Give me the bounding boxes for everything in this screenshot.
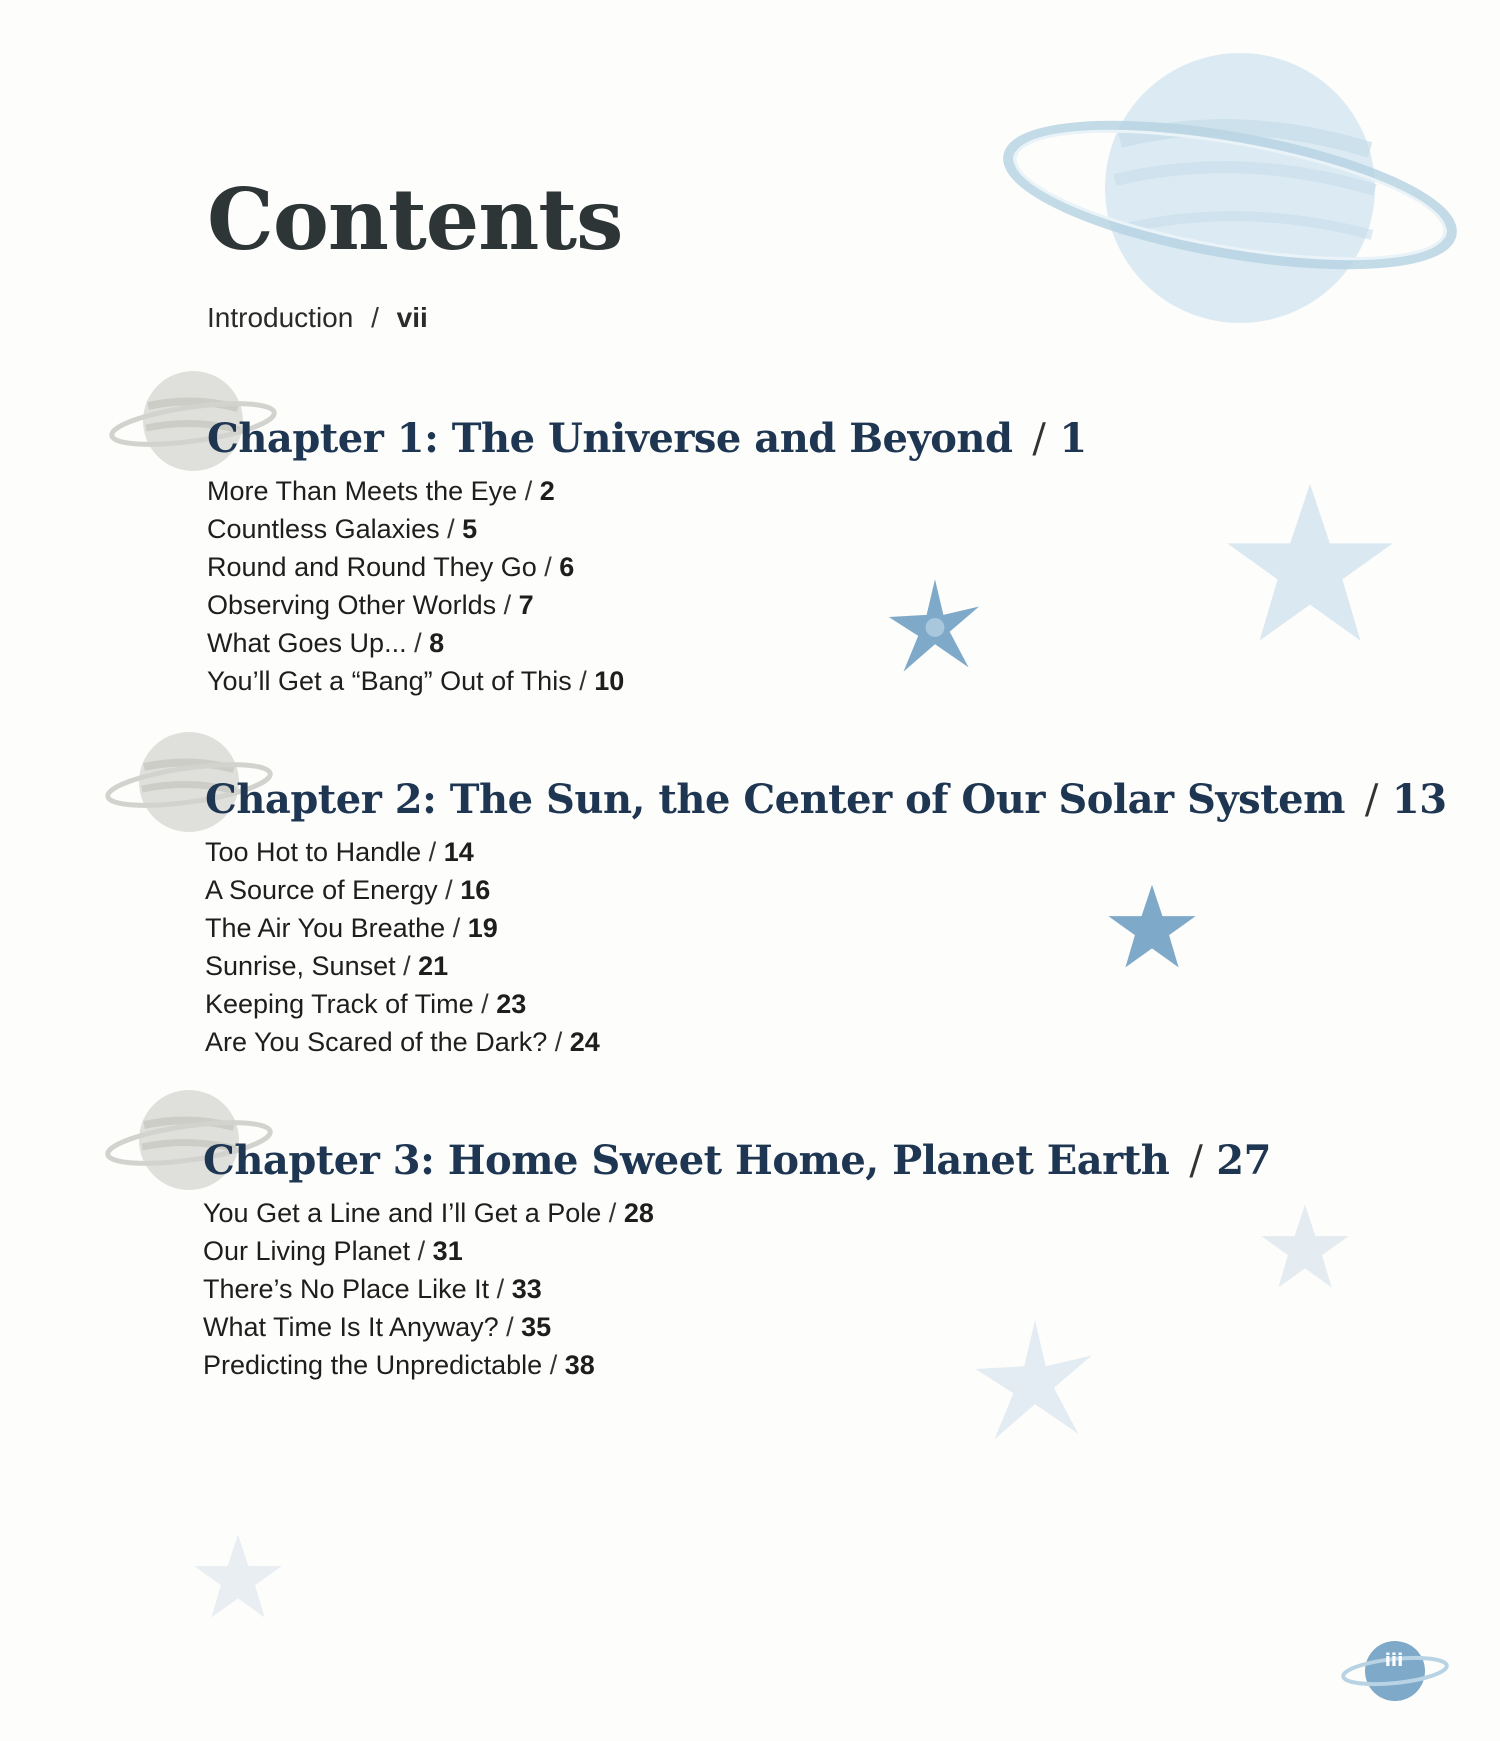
section-item[interactable]: [205, 871, 600, 909]
section-title: Predicting the Unpredictable: [203, 1350, 543, 1380]
section-page: 23: [496, 989, 527, 1019]
intro-label: Introduction: [207, 302, 354, 333]
separator: /: [579, 666, 587, 696]
section-list: [205, 833, 600, 1061]
section-title: A Source of Energy: [205, 875, 438, 905]
section-page: 21: [418, 951, 449, 981]
separator: /: [608, 1198, 617, 1228]
section-item[interactable]: [203, 1232, 654, 1270]
section-title: Are You Scared of the Dark?: [205, 1027, 548, 1057]
section-item[interactable]: [203, 1270, 654, 1308]
chapter-heading[interactable]: [203, 1137, 1271, 1184]
section-title: The Air You Breathe: [205, 913, 446, 943]
section-page: 16: [460, 875, 491, 905]
section-item[interactable]: [207, 472, 624, 510]
section-page: 8: [429, 628, 445, 658]
section-page: 35: [521, 1312, 552, 1342]
separator: /: [481, 989, 489, 1019]
section-page: 10: [594, 666, 625, 696]
section-item[interactable]: [205, 909, 600, 947]
section-title: What Goes Up...: [207, 628, 407, 658]
section-page: 38: [564, 1350, 595, 1380]
chapter-page: 1: [1059, 415, 1087, 462]
section-title: Round and Round They Go: [207, 552, 537, 582]
section-title: Countless Galaxies: [207, 514, 440, 544]
separator: /: [403, 951, 411, 981]
section-item[interactable]: [203, 1308, 654, 1346]
page-number-planet-icon: [1340, 1635, 1450, 1710]
chapter-title: Chapter 1: The Universe and Beyond: [207, 415, 1013, 462]
section-item[interactable]: [205, 833, 600, 871]
section-page: 6: [559, 552, 575, 582]
section-list: [203, 1194, 654, 1384]
section-page: 28: [623, 1198, 654, 1228]
section-item[interactable]: [207, 624, 624, 662]
section-item[interactable]: [207, 548, 624, 586]
chapter-title: Chapter 2: The Sun, the Center of Our Solar System: [205, 776, 1345, 823]
separator: /: [1189, 1138, 1203, 1184]
section-title: There’s No Place Like It: [203, 1274, 490, 1304]
separator: /: [414, 628, 422, 658]
star-icon: [1255, 1200, 1355, 1295]
chapter-page: 27: [1216, 1137, 1271, 1184]
separator: /: [417, 1236, 426, 1266]
section-title: Keeping Track of Time: [205, 989, 474, 1019]
page-title: Contents: [207, 170, 623, 269]
separator: /: [447, 514, 455, 544]
section-item[interactable]: [205, 1023, 600, 1061]
intro-page: vii: [396, 302, 428, 333]
section-item[interactable]: [205, 947, 600, 985]
section-title: Our Living Planet: [203, 1236, 411, 1266]
section-item[interactable]: [203, 1194, 654, 1232]
section-page: 19: [467, 913, 498, 943]
section-item[interactable]: [207, 586, 624, 624]
star-icon: [1215, 475, 1405, 655]
section-page: 7: [518, 590, 534, 620]
section-title: What Time Is It Anyway?: [203, 1312, 499, 1342]
section-page: 2: [539, 476, 555, 506]
section-item[interactable]: [205, 985, 600, 1023]
separator: /: [1032, 416, 1046, 462]
section-page: 5: [462, 514, 478, 544]
section-page: 24: [569, 1027, 600, 1057]
section-item[interactable]: [203, 1346, 654, 1384]
section-list: [207, 472, 624, 700]
section-page: 31: [432, 1236, 463, 1266]
separator: /: [445, 875, 453, 905]
star-icon: [1102, 880, 1202, 975]
separator: /: [428, 837, 437, 867]
section-item[interactable]: [207, 662, 624, 700]
separator: /: [503, 590, 512, 620]
ringed-planet-icon: [990, 30, 1470, 350]
section-title: You Get a Line and I’ll Get a Pole: [203, 1198, 602, 1228]
separator: /: [544, 552, 552, 582]
separator: /: [1364, 777, 1378, 823]
toc-introduction[interactable]: [207, 302, 428, 334]
section-title: More Than Meets the Eye: [207, 476, 518, 506]
page-number: iii: [1384, 1650, 1404, 1671]
chapter-title: Chapter 3: Home Sweet Home, Planet Earth: [203, 1137, 1170, 1184]
section-item[interactable]: [207, 510, 624, 548]
separator: /: [524, 476, 533, 506]
chapter-heading[interactable]: [205, 776, 1447, 823]
section-title: Too Hot to Handle: [205, 837, 422, 867]
separator: /: [371, 302, 379, 333]
separator: /: [496, 1274, 505, 1304]
section-page: 14: [443, 837, 474, 867]
separator: /: [452, 913, 461, 943]
separator: /: [554, 1027, 563, 1057]
pinwheel-star-icon: [880, 575, 990, 680]
section-title: Sunrise, Sunset: [205, 951, 396, 981]
section-title: Observing Other Worlds: [207, 590, 497, 620]
star-icon: [188, 1530, 288, 1625]
chapter-heading[interactable]: [207, 415, 1087, 462]
pinwheel-star-icon: [965, 1315, 1105, 1450]
section-page: 33: [511, 1274, 542, 1304]
section-title: You’ll Get a “Bang” Out of This: [207, 666, 572, 696]
chapter-page: 13: [1391, 776, 1447, 823]
separator: /: [506, 1312, 514, 1342]
separator: /: [549, 1350, 558, 1380]
